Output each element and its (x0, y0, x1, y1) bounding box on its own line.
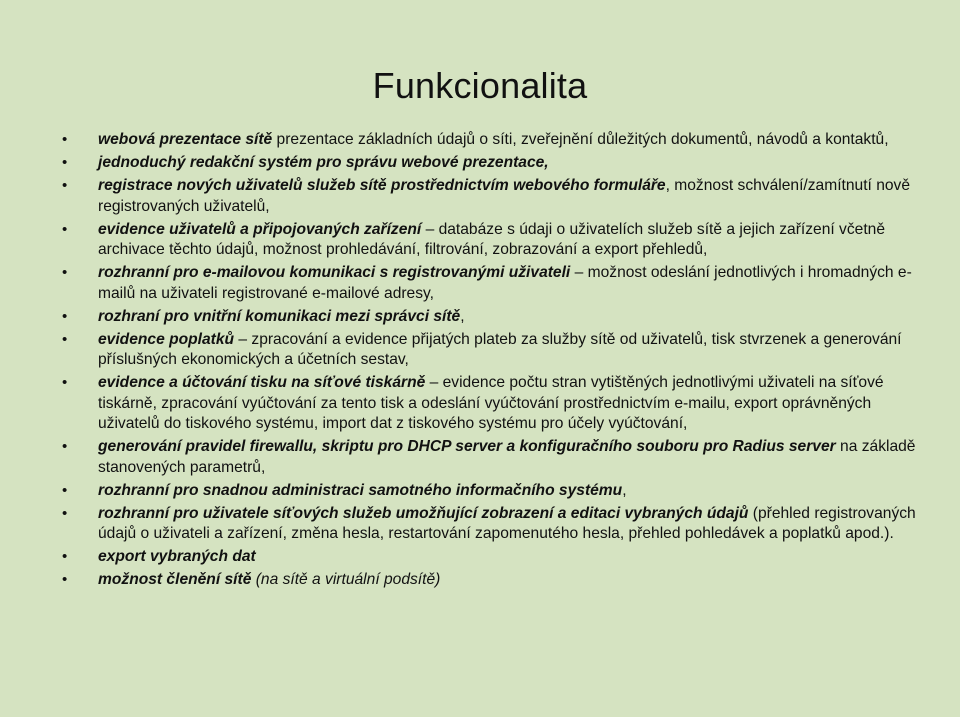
item-text-italic: (na sítě a virtuální podsítě) (251, 571, 441, 588)
bullet-icon: • (62, 548, 68, 565)
list-item (60, 176, 920, 217)
item-lead: export vybraných dat (98, 548, 256, 565)
list-item (60, 330, 920, 371)
item-lead: evidence a účtování tisku na síťové tiskárně (98, 374, 426, 391)
item-lead: jednoduchý redakční systém pro správu webové prezentace, (98, 154, 549, 171)
bullet-icon: • (62, 131, 68, 148)
item-text: prezentace základních údajů o síti, zveřejnění důležitých dokumentů, návodů a kontaktů, (272, 131, 889, 148)
bullet-icon: • (62, 504, 68, 522)
list-item (60, 263, 920, 304)
item-text: – databáze s údaji o uživatelích služeb sítě a jejich zařízení včetně archivace těchto údajů, možnost prohledávání, filtrování, zobrazování a export přehledů, (98, 220, 885, 258)
bullet-icon: • (62, 571, 68, 588)
list-item (60, 373, 920, 435)
feature-list (60, 130, 920, 593)
item-text: – evidence počtu stran vytištěných jednotlivými uživateli na síťové tiskárně, zpracování vyúčtování za tento tisk a odeslání vyúčtování prostřednictvím e-mailu, export oprávněných uživatelů do tiskového systému, import dat z tiskového systému pro účely vyúčtování, (98, 374, 884, 432)
item-lead: rozhraní pro vnitřní komunikaci mezi správci sítě (98, 307, 461, 325)
bullet-icon: • (62, 220, 68, 238)
item-lead: registrace nových uživatelů služeb sítě prostřednictvím webového formuláře (98, 177, 666, 194)
item-lead: generování pravidel firewallu, skriptu pro DHCP server a konfiguračního souboru pro Radius server (98, 438, 836, 455)
item-lead: rozhranní pro snadnou administraci samotného informačního systému (98, 481, 623, 499)
list-item (60, 153, 920, 174)
bullet-icon: • (62, 307, 68, 325)
item-text: – zpracování a evidence přijatých plateb za služby sítě od uživatelů, tisk stvrzenek a generování příslušných ekonomických a účetních sestav, (98, 330, 902, 368)
bullet-icon: • (62, 438, 68, 455)
list-item (60, 437, 920, 478)
item-text: , (460, 307, 465, 325)
item-text: , (622, 481, 627, 499)
item-lead: možnost členění sítě (98, 571, 252, 588)
list-item (60, 547, 920, 568)
item-lead: rozhranní pro uživatele síťových služeb umožňující zobrazení a editaci vybraných údajů (98, 504, 749, 522)
item-lead: rozhranní pro e-mailovou komunikaci s registrovanými uživateli (98, 264, 571, 281)
list-item (60, 481, 920, 502)
list-item (60, 307, 920, 328)
list-item (60, 130, 920, 151)
bullet-icon: • (62, 330, 68, 348)
bullet-icon: • (62, 481, 68, 499)
item-lead: webová prezentace sítě (98, 131, 273, 148)
bullet-icon: • (62, 374, 68, 391)
item-text: na základě stanovených parametrů, (98, 438, 916, 476)
list-item (60, 570, 920, 591)
item-lead: evidence poplatků (98, 330, 235, 348)
bullet-icon: • (62, 154, 68, 171)
item-text: , možnost schválení/zamítnutí nově registrovaných uživatelů, (98, 177, 911, 215)
list-item (60, 220, 920, 261)
item-text: – možnost odeslání jednotlivých i hromadných e-mailů na uživateli registrované e-mailové adresy, (98, 264, 912, 302)
bullet-icon: • (62, 177, 68, 194)
slide-title (0, 62, 960, 110)
item-text: (přehled registrovaných údajů o uživateli a zařízení, změna hesla, restartování zapomenutého hesla, přehled pohledávek a poplatků apod.). (98, 504, 916, 542)
slide-title-text: Funkcionalita (372, 65, 588, 106)
item-lead: evidence uživatelů a připojovaných zařízení (98, 220, 422, 238)
bullet-icon: • (62, 264, 68, 281)
list-item (60, 504, 920, 545)
